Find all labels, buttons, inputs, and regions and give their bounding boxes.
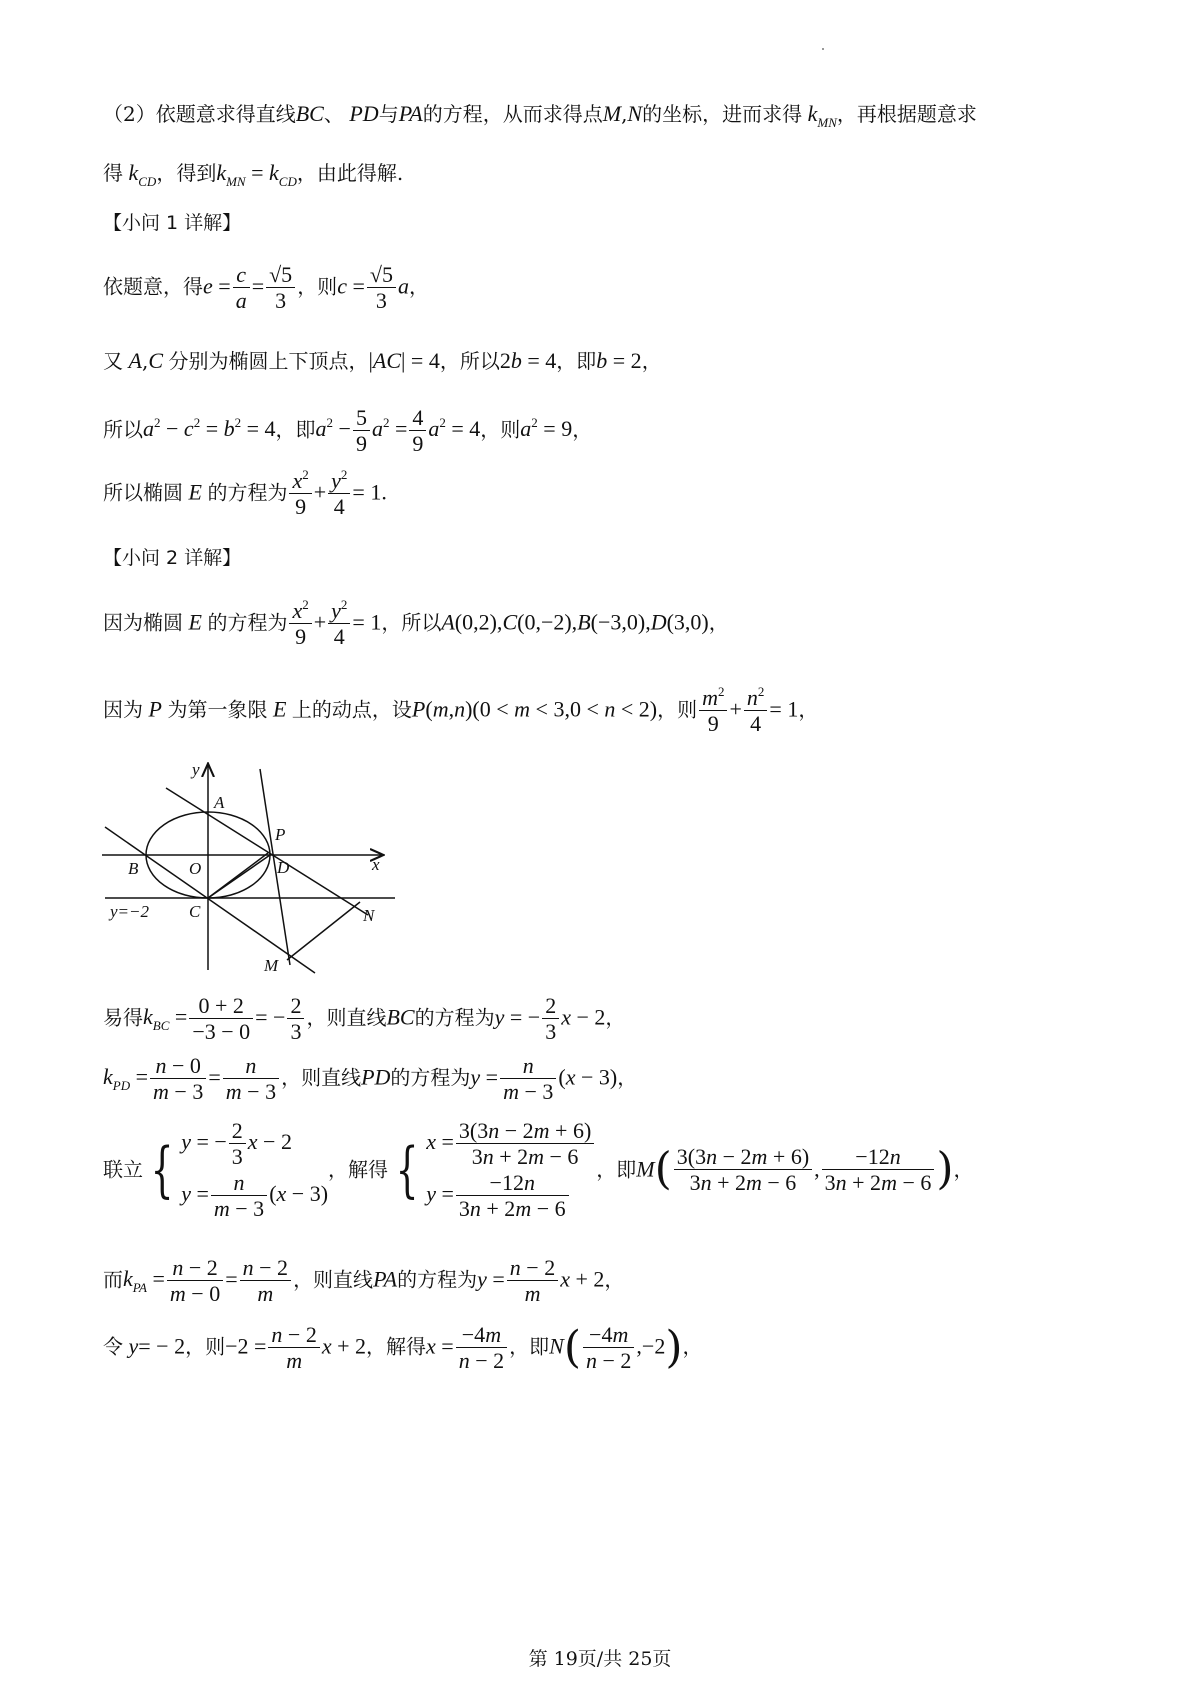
text-line-9: 易得$k_{BC}$ = $\frac{0 + 2}{-3 - 0}$ = − $\frac{2}{3}$ ，则直线BC的方程为y = − $\frac{2}{3}$ x − 2， bbox=[103, 993, 626, 1045]
label-o: O bbox=[189, 859, 202, 878]
label-b: B bbox=[128, 859, 139, 878]
label-x-axis: x bbox=[372, 855, 380, 874]
text-line-5: 所以$a^2 - c^2 = b^2 = 4$，即$a^2$ − $\frac{5}{9}$ $a^2$ = $\frac{4}{9}$ $a^2 = 4$，则$a^2 = 9$， bbox=[103, 405, 593, 457]
segment-mn bbox=[287, 902, 360, 960]
label-a: A bbox=[214, 793, 225, 812]
text-line-13: 令 y= − 2，则−2 = $\frac{n - 2}{m}$ x + 2，解得x = $\frac{-4m}{n - 2}$ ，即N( $\frac{-4m}{n - 2}$ ,−2)， bbox=[103, 1321, 703, 1374]
label-c: C bbox=[189, 902, 201, 921]
label-n: N bbox=[363, 906, 375, 925]
line-bc bbox=[105, 827, 315, 973]
section-heading-2: 【小问 2 详解】 bbox=[103, 547, 242, 569]
scan-dot bbox=[822, 48, 824, 50]
segment-cp bbox=[208, 853, 268, 898]
ellipse-diagram bbox=[100, 755, 400, 975]
text-line-10: $k_{PD}$ = $\frac{n - 0}{m - 3}$ = $\frac{n}{m - 3}$ ，则直线PD的方程为y = $\frac{n}{m - 3}$ (x − 3)， bbox=[103, 1053, 638, 1105]
label-line-y: y=−2 bbox=[110, 902, 149, 921]
text-line-11: 联立 { y = − $\frac{2}{3}$ x − 2 y = $\frac{n}{m - 3}$ (x − 3) ，解得 { x = $\frac{3(3n - 2m + 6)}{3n + 2m - 6}$ y = $\frac{-12n}{3n + 2m - 6}$ ，即M( $\frac{3(3n - 2m + 6)}{3n + 2m - 6}$ , $\frac{-12n}{3n + 2m - 6}$ )， bbox=[103, 1118, 974, 1221]
text-line-2: 得 $k_{CD}$，得到$k_{MN} = k_{CD}$，由此得解. bbox=[103, 160, 404, 189]
label-d: D bbox=[277, 858, 290, 877]
system-equations: y = − $\frac{2}{3}$ x − 2 y = $\frac{n}{m - 3}$ (x − 3) bbox=[181, 1118, 329, 1221]
label-m: M bbox=[264, 956, 279, 975]
page-footer: 第 19页/共 25页 bbox=[528, 1648, 672, 1670]
system-solution: x = $\frac{3(3n - 2m + 6)}{3n + 2m - 6}$ y = $\frac{-12n}{3n + 2m - 6}$ bbox=[426, 1118, 596, 1221]
text-line-3: 依题意，得e = $\frac{c}{a}$ = $\frac{√5}{3}$ ，则c = $\frac{√5}{3}$ a， bbox=[103, 262, 429, 314]
text-line-8: 因为 P 为第一象限 E 上的动点，设P(m,n)(0 < m < 3,0 < n < 2)，则 $\frac{m^2}{9}$ + $\frac{n^2}{4}$ = 1， bbox=[103, 684, 819, 737]
label-y-axis: y bbox=[192, 760, 200, 779]
text-line-4: 又 A,C 分别为椭圆上下顶点，|AC| = 4，所以2b = 4，即b = 2， bbox=[103, 348, 662, 373]
text-line-7: 因为椭圆 E 的方程为 $\frac{x^2}{9}$ + $\frac{y^2}{4}$ = 1，所以A(0,2),C(0,−2),B(−3,0),D(3,0)， bbox=[103, 597, 729, 650]
text-line-1: （2）依题意求得直线BC、 PD与PA的方程，从而求得点M,N的坐标，进而求得 $k_{MN}$，再根据题意求 bbox=[103, 101, 977, 130]
line-pa bbox=[166, 788, 368, 915]
text-line-6: 所以椭圆 E 的方程为 $\frac{x^2}{9}$ + $\frac{y^2}{4}$ = 1. bbox=[103, 467, 387, 520]
text-line-12: 而$k_{PA}$ = $\frac{n - 2}{m - 0}$ = $\frac{n - 2}{m}$ ，则直线PA的方程为y = $\frac{n - 2}{m}$ x + 2， bbox=[103, 1255, 625, 1307]
section-heading-1: 【小问 1 详解】 bbox=[103, 212, 242, 234]
label-p: P bbox=[275, 825, 286, 844]
